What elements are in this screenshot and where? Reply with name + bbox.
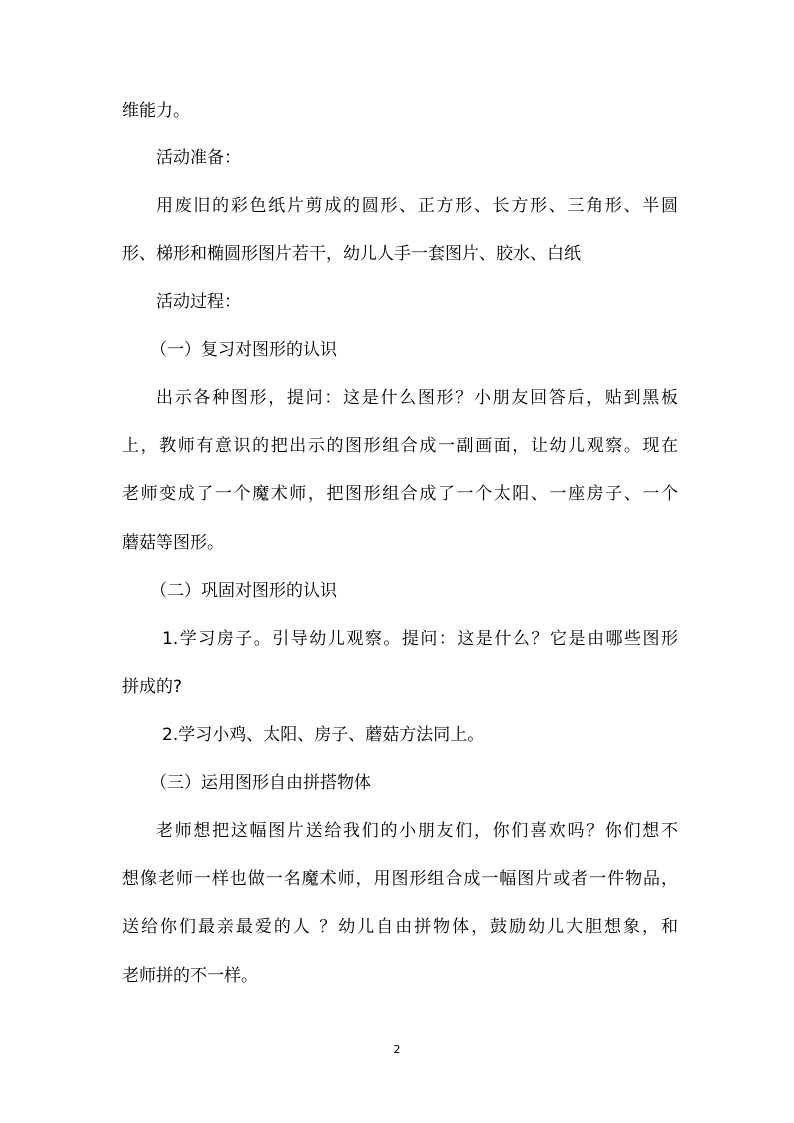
subsection-heading: （三）运用图形自由拼搭物体: [150, 773, 371, 793]
page-number: 2: [393, 1043, 401, 1056]
text-line: 维能力。: [122, 101, 190, 121]
text-line: 形、梯形和椭圆形图片若干，幼儿人手一套图片、胶水、白纸: [122, 244, 581, 264]
text-line: 想像老师一样也做一名魔术师，用图形组合成一幅图片或者一件物品，: [122, 869, 678, 889]
text-line: 拼成的?: [122, 677, 183, 697]
text-line: 老师想把这幅图片送给我们的小朋友们，你们喜欢吗？你们想不: [156, 821, 678, 841]
text-line: 蘑菇等图形。: [122, 533, 224, 553]
text-line: 用废旧的彩色纸片剪成的圆形、正方形、长方形、三角形、半圆: [156, 196, 678, 216]
text-line: 1.学习房子。引导幼儿观察。提问：这是什么？它是由哪些图形: [162, 629, 678, 649]
section-heading: 活动准备：: [156, 148, 241, 168]
text-line: 上，教师有意识的把出示的图形组合成一副画面，让幼儿观察。现在: [122, 436, 678, 456]
text-line: 老师拼的不一样。: [122, 966, 258, 986]
text-line: 2.学习小鸡、太阳、房子、蘑菇方法同上。: [162, 725, 485, 745]
text-line: 老师变成了一个魔术师，把图形组合成了一个太阳、一座房子、一个: [122, 484, 678, 504]
text-line: 出示各种图形，提问：这是什么图形？小朋友回答后，贴到黑板: [156, 388, 678, 408]
section-heading: 活动过程：: [156, 292, 241, 312]
subsection-heading: （一）复习对图形的认识: [150, 340, 337, 360]
text-line: 送给你们最亲最爱的人 ？幼儿自由拼物体，鼓励幼儿大胆想象，和: [122, 917, 678, 937]
subsection-heading: （二）巩固对图形的认识: [150, 581, 337, 601]
